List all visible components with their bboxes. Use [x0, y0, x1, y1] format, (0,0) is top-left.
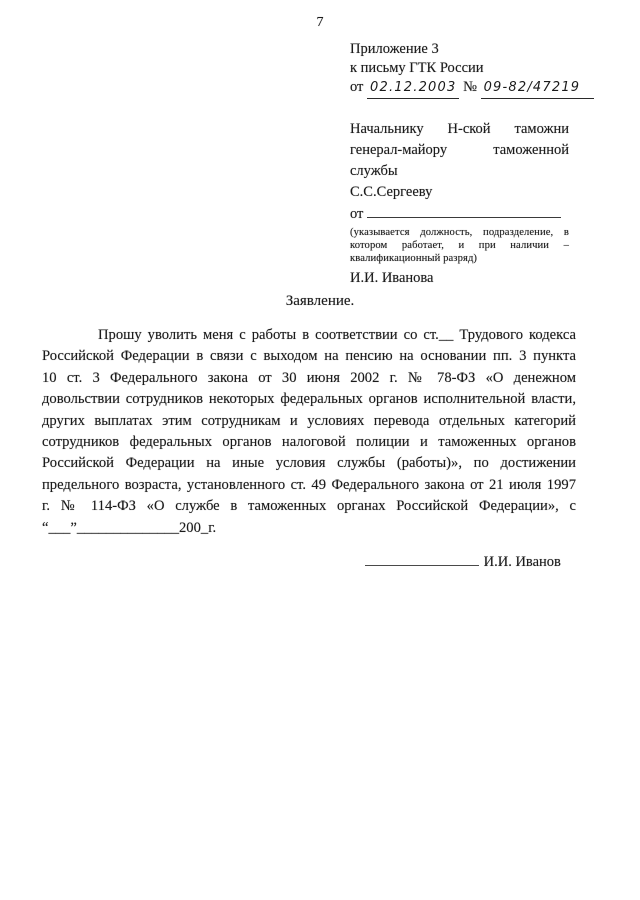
- ref-number-handwritten: 09-82/47219: [481, 78, 595, 99]
- body-paragraph: Прошу уволить меня с работы в соответствии со ст.__ Трудового кодекса Российской Федерации в связи с выходом на пенсию на основании пп. 3 пункта 10 ст. 3 Федерального закона от 30 июня 2002 г. № 78-ФЗ «О денежном довольствии сотрудников некоторых федеральных органов исполнительной власти, других выплатах этим сотрудникам и условиях перевода отдельных категорий сотрудников федеральных органов налоговой полиции и таможенных органов Российской Федерации на иные условия службы (работы)», по достижении предельного возраста, установленного ст. 49 Федерального закона от 21 июля 1997 г. № 114-ФЗ «О службе в таможенных органах Российской Федерации», с “___”______________200_г.: [42, 327, 576, 536]
- appendix-line-1: Приложение 3: [350, 41, 439, 57]
- signature-name: И.И. Иванов: [483, 554, 561, 570]
- ref-date-prefix: от: [350, 79, 364, 95]
- signature-row: [365, 551, 561, 571]
- addressee-line-1: Начальнику Н-ской таможни: [350, 121, 569, 137]
- addressee-block: [350, 119, 569, 289]
- ref-number-sign: №: [463, 79, 477, 95]
- addressee-line-3: службы: [350, 163, 398, 179]
- appendix-line-2: к письму ГТК России: [350, 60, 484, 76]
- addressee-line-4: С.С.Сергееву: [350, 184, 433, 200]
- document-title: Заявление.: [285, 293, 355, 309]
- signature-line: [365, 551, 479, 566]
- applicant-name: И.И. Иванова: [350, 270, 434, 286]
- from-prefix: от: [350, 206, 364, 222]
- ref-date-handwritten: 02.12.2003: [367, 78, 459, 99]
- from-blank-line: [367, 203, 561, 218]
- addressee-note: (указывается должность, подразделение, в котором работает, и при наличии – квалификационный разряд): [350, 227, 569, 264]
- appendix-block: [350, 40, 594, 99]
- addressee-line-2: генерал-майору таможенной: [350, 142, 569, 158]
- appendix-ref-line: [350, 78, 594, 99]
- page-number: 7: [316, 15, 324, 30]
- addressee-from-line: [350, 203, 569, 225]
